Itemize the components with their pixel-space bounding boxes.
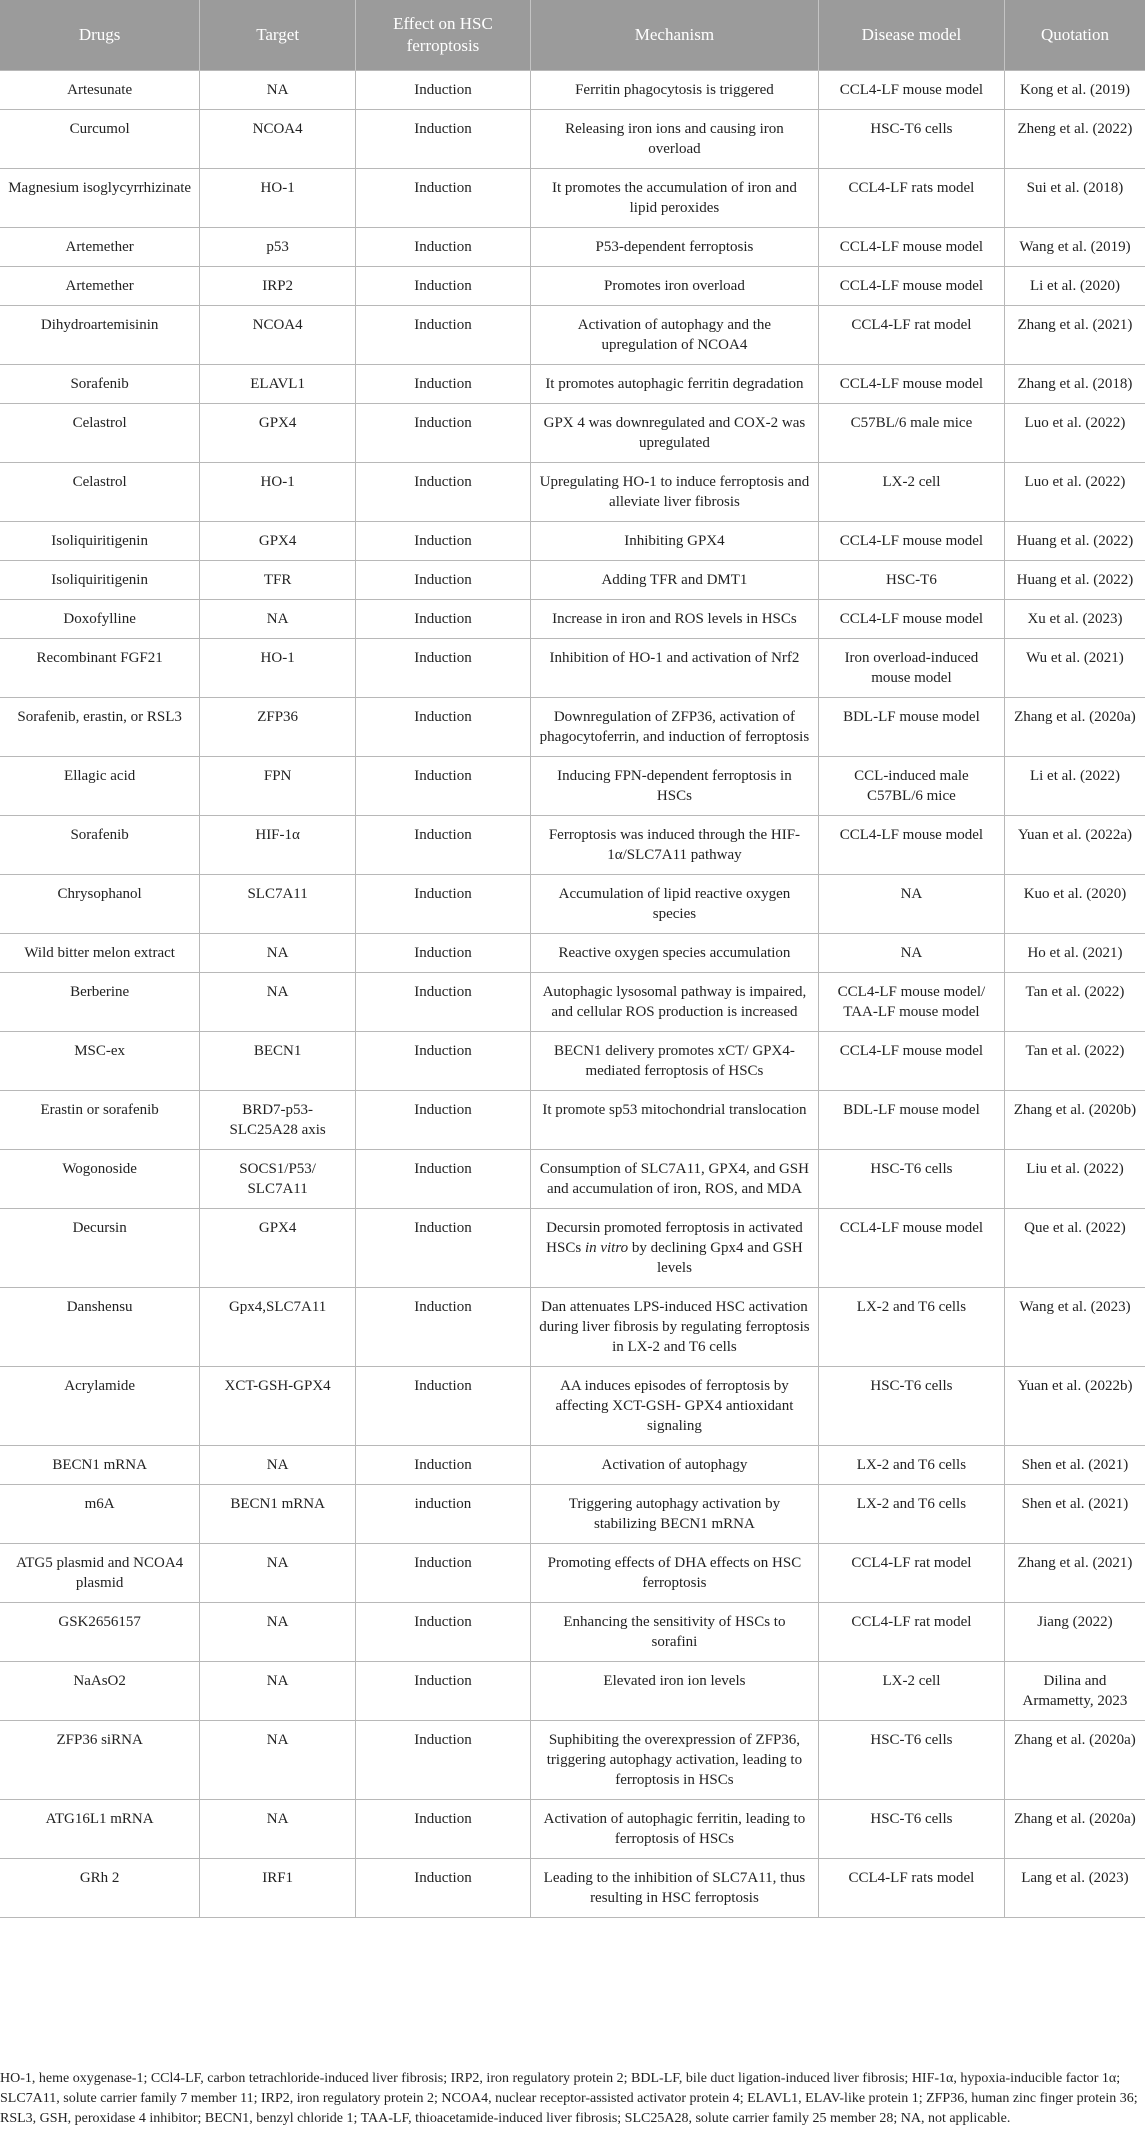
cell-quotation: Wang et al. (2019) (1004, 228, 1145, 267)
table-header (0, 0, 1145, 71)
cell-quotation: Shen et al. (2021) (1004, 1446, 1145, 1485)
cell-quotation: Tan et al. (2022) (1004, 973, 1145, 1032)
cell-disease-model: CCL4-LF rats model (818, 1859, 1004, 1918)
cell-drug: Decursin (0, 1209, 200, 1288)
cell-quotation: Huang et al. (2022) (1004, 522, 1145, 561)
cell-drug: Sorafenib, erastin, or RSL3 (0, 698, 200, 757)
cell-disease-model: CCL-induced male C57BL/6 mice (818, 757, 1004, 816)
table-row (0, 1662, 1145, 1721)
cell-quotation: Li et al. (2022) (1004, 757, 1145, 816)
table-row (0, 1032, 1145, 1091)
cell-mechanism: Reactive oxygen species accumulation (530, 934, 818, 973)
cell-disease-model: LX-2 and T6 cells (818, 1288, 1004, 1367)
table-row (0, 169, 1145, 228)
cell-mechanism: Promotes iron overload (530, 267, 818, 306)
cell-effect: Induction (355, 639, 530, 698)
cell-mechanism: Leading to the inhibition of SLC7A11, thus resulting in HSC ferroptosis (530, 1859, 818, 1918)
cell-mechanism: AA induces episodes of ferroptosis by affecting XCT-GSH- GPX4 antioxidant signaling (530, 1367, 818, 1446)
cell-mechanism: Dan attenuates LPS-induced HSC activation during liver fibrosis by regulating ferroptosis in LX-2 and T6 cells (530, 1288, 818, 1367)
cell-disease-model: HSC-T6 cells (818, 1150, 1004, 1209)
cell-mechanism: Activation of autophagy (530, 1446, 818, 1485)
cell-mechanism: Ferroptosis was induced through the HIF-1α/SLC7A11 pathway (530, 816, 818, 875)
cell-target: ELAVL1 (200, 365, 356, 404)
table-row (0, 365, 1145, 404)
cell-target: HO-1 (200, 463, 356, 522)
cell-quotation: Kuo et al. (2020) (1004, 875, 1145, 934)
cell-drug: Artesunate (0, 71, 200, 110)
cell-drug: Wogonoside (0, 1150, 200, 1209)
cell-drug: ZFP36 siRNA (0, 1721, 200, 1800)
cell-disease-model: CCL4-LF mouse model (818, 71, 1004, 110)
cell-target: GPX4 (200, 404, 356, 463)
cell-drug: GSK2656157 (0, 1603, 200, 1662)
cell-quotation: Luo et al. (2022) (1004, 404, 1145, 463)
cell-effect: Induction (355, 71, 530, 110)
cell-disease-model: HSC-T6 cells (818, 1800, 1004, 1859)
cell-quotation: Lang et al. (2023) (1004, 1859, 1145, 1918)
cell-disease-model: BDL-LF mouse model (818, 698, 1004, 757)
table-row (0, 1800, 1145, 1859)
cell-target: NA (200, 71, 356, 110)
cell-effect: Induction (355, 404, 530, 463)
cell-mechanism: Inhibiting GPX4 (530, 522, 818, 561)
cell-effect: Induction (355, 1209, 530, 1288)
cell-drug: Sorafenib (0, 816, 200, 875)
cell-target: BRD7-p53-SLC25A28 axis (200, 1091, 356, 1150)
table-row (0, 757, 1145, 816)
cell-disease-model: CCL4-LF mouse model (818, 1209, 1004, 1288)
cell-disease-model: LX-2 cell (818, 463, 1004, 522)
cell-quotation: Zhang et al. (2018) (1004, 365, 1145, 404)
cell-target: NA (200, 1800, 356, 1859)
cell-quotation: Wang et al. (2023) (1004, 1288, 1145, 1367)
table-row (0, 463, 1145, 522)
cell-target: NA (200, 1446, 356, 1485)
cell-drug: m6A (0, 1485, 200, 1544)
table-row (0, 934, 1145, 973)
cell-quotation: Li et al. (2020) (1004, 267, 1145, 306)
cell-quotation: Zhang et al. (2021) (1004, 1544, 1145, 1603)
cell-mechanism: Activation of autophagy and the upregulation of NCOA4 (530, 306, 818, 365)
cell-drug: Isoliquiritigenin (0, 522, 200, 561)
table-footnote: HO-1, heme oxygenase-1; CCl4-LF, carbon tetrachloride-induced liver fibrosis; IRP2, iron regulatory protein 2; BDL-LF, bile duct ligation-induced liver fibrosis; HIF-1α, hypoxia-inducible factor 1α; SLC7A11, solute carrier family 7 member 11; IRP2, iron regulatory protein 2; NCOA4, nuclear receptor-assisted activator protein 4; ELAVL1, ELAV-like protein 1; ZFP36, human zinc finger protein 36; RSL3, GSH, peroxidase 4 inhibitor; BECN1, benzyl chloride 1; TAA-LF, thioacetamide-induced liver fibrosis; SLC25A28, solute carrier family 25 member 28; NA, not applicable. (0, 2071, 1138, 2126)
table-row (0, 1485, 1145, 1544)
cell-effect: Induction (355, 1367, 530, 1446)
cell-mechanism: BECN1 delivery promotes xCT/ GPX4-mediated ferroptosis of HSCs (530, 1032, 818, 1091)
table-row (0, 561, 1145, 600)
cell-quotation: Zheng et al. (2022) (1004, 110, 1145, 169)
table-row (0, 1091, 1145, 1150)
table-row (0, 1367, 1145, 1446)
cell-mechanism (530, 1209, 818, 1288)
cell-drug: Doxofylline (0, 600, 200, 639)
cell-disease-model: C57BL/6 male mice (818, 404, 1004, 463)
table-body (0, 71, 1145, 1918)
col-header-effect: Effect on HSC ferroptosis (355, 0, 530, 71)
table-row (0, 816, 1145, 875)
cell-target: IRF1 (200, 1859, 356, 1918)
table-row (0, 600, 1145, 639)
cell-mechanism: It promote sp53 mitochondrial translocation (530, 1091, 818, 1150)
cell-effect: Induction (355, 267, 530, 306)
cell-quotation: Zhang et al. (2020a) (1004, 1800, 1145, 1859)
col-header-mechanism: Mechanism (530, 0, 818, 71)
cell-drug: BECN1 mRNA (0, 1446, 200, 1485)
cell-quotation: Zhang et al. (2020a) (1004, 698, 1145, 757)
cell-effect: Induction (355, 1446, 530, 1485)
cell-effect: Induction (355, 110, 530, 169)
cell-disease-model: HSC-T6 cells (818, 110, 1004, 169)
cell-effect: Induction (355, 816, 530, 875)
col-header-drugs: Drugs (0, 0, 200, 71)
cell-quotation: Wu et al. (2021) (1004, 639, 1145, 698)
cell-effect: Induction (355, 1721, 530, 1800)
cell-quotation: Shen et al. (2021) (1004, 1485, 1145, 1544)
table-row (0, 110, 1145, 169)
cell-disease-model: CCL4-LF mouse model (818, 816, 1004, 875)
cell-quotation: Que et al. (2022) (1004, 1209, 1145, 1288)
cell-target: IRP2 (200, 267, 356, 306)
cell-effect: Induction (355, 365, 530, 404)
cell-quotation: Jiang (2022) (1004, 1603, 1145, 1662)
cell-quotation: Dilina and Armametty, 2023 (1004, 1662, 1145, 1721)
cell-drug: ATG16L1 mRNA (0, 1800, 200, 1859)
cell-disease-model: CCL4-LF mouse model/ TAA-LF mouse model (818, 973, 1004, 1032)
cell-effect: Induction (355, 1859, 530, 1918)
cell-effect: Induction (355, 1288, 530, 1367)
cell-effect: Induction (355, 306, 530, 365)
cell-target: FPN (200, 757, 356, 816)
cell-effect: Induction (355, 600, 530, 639)
cell-mechanism: Inducing FPN-dependent ferroptosis in HSCs (530, 757, 818, 816)
cell-drug: Celastrol (0, 463, 200, 522)
cell-quotation: Ho et al. (2021) (1004, 934, 1145, 973)
cell-effect: Induction (355, 1032, 530, 1091)
cell-effect: Induction (355, 1800, 530, 1859)
cell-target: ZFP36 (200, 698, 356, 757)
cell-disease-model: HSC-T6 cells (818, 1367, 1004, 1446)
table-row (0, 306, 1145, 365)
cell-drug: ATG5 plasmid and NCOA4 plasmid (0, 1544, 200, 1603)
cell-disease-model: CCL4-LF mouse model (818, 1032, 1004, 1091)
cell-drug: Dihydroartemisinin (0, 306, 200, 365)
cell-effect: Induction (355, 228, 530, 267)
cell-disease-model: CCL4-LF mouse model (818, 522, 1004, 561)
cell-mechanism: Activation of autophagic ferritin, leading to ferroptosis of HSCs (530, 1800, 818, 1859)
cell-target: p53 (200, 228, 356, 267)
cell-target: NCOA4 (200, 110, 356, 169)
cell-mechanism: Accumulation of lipid reactive oxygen species (530, 875, 818, 934)
cell-drug: NaAsO2 (0, 1662, 200, 1721)
table-row (0, 71, 1145, 110)
cell-target: NA (200, 1662, 356, 1721)
cell-mechanism: Autophagic lysosomal pathway is impaired, and cellular ROS production is increased (530, 973, 818, 1032)
cell-target: BECN1 (200, 1032, 356, 1091)
cell-drug: Celastrol (0, 404, 200, 463)
cell-effect: Induction (355, 1544, 530, 1603)
cell-quotation: Tan et al. (2022) (1004, 1032, 1145, 1091)
cell-mechanism: GPX 4 was downregulated and COX-2 was upregulated (530, 404, 818, 463)
cell-mechanism: Upregulating HO-1 to induce ferroptosis and alleviate liver fibrosis (530, 463, 818, 522)
cell-drug: Recombinant FGF21 (0, 639, 200, 698)
cell-effect: Induction (355, 522, 530, 561)
cell-quotation: Kong et al. (2019) (1004, 71, 1145, 110)
cell-target: HO-1 (200, 639, 356, 698)
cell-disease-model: CCL4-LF rat model (818, 1544, 1004, 1603)
cell-disease-model: HSC-T6 cells (818, 1721, 1004, 1800)
table-row (0, 1721, 1145, 1800)
cell-quotation: Zhang et al. (2020a) (1004, 1721, 1145, 1800)
cell-disease-model: BDL-LF mouse model (818, 1091, 1004, 1150)
table-row (0, 1446, 1145, 1485)
table-row (0, 1859, 1145, 1918)
cell-mechanism: Inhibition of HO-1 and activation of Nrf2 (530, 639, 818, 698)
cell-mechanism: Elevated iron ion levels (530, 1662, 818, 1721)
cell-disease-model: CCL4-LF mouse model (818, 228, 1004, 267)
cell-drug: Danshensu (0, 1288, 200, 1367)
cell-disease-model: CCL4-LF rat model (818, 1603, 1004, 1662)
cell-drug: Wild bitter melon extract (0, 934, 200, 973)
cell-drug: Chrysophanol (0, 875, 200, 934)
cell-effect: Induction (355, 875, 530, 934)
cell-effect: Induction (355, 1091, 530, 1150)
cell-disease-model: LX-2 cell (818, 1662, 1004, 1721)
cell-quotation: Liu et al. (2022) (1004, 1150, 1145, 1209)
cell-mechanism: Promoting effects of DHA effects on HSC ferroptosis (530, 1544, 818, 1603)
cell-target: GPX4 (200, 522, 356, 561)
mechanism-italic-text: in vitro (584, 1240, 629, 1256)
cell-disease-model: CCL4-LF mouse model (818, 600, 1004, 639)
cell-target: TFR (200, 561, 356, 600)
table-row (0, 1544, 1145, 1603)
cell-target: XCT-GSH-GPX4 (200, 1367, 356, 1446)
cell-quotation: Zhang et al. (2021) (1004, 306, 1145, 365)
table-row (0, 267, 1145, 306)
cell-effect: Induction (355, 1603, 530, 1662)
cell-target: NA (200, 1544, 356, 1603)
cell-effect: Induction (355, 757, 530, 816)
cell-mechanism: Consumption of SLC7A11, GPX4, and GSH and accumulation of iron, ROS, and MDA (530, 1150, 818, 1209)
cell-effect: Induction (355, 934, 530, 973)
cell-drug: Curcumol (0, 110, 200, 169)
cell-mechanism: Enhancing the sensitivity of HSCs to sorafini (530, 1603, 818, 1662)
cell-target: BECN1 mRNA (200, 1485, 356, 1544)
cell-quotation: Yuan et al. (2022b) (1004, 1367, 1145, 1446)
cell-disease-model: LX-2 and T6 cells (818, 1446, 1004, 1485)
cell-effect: induction (355, 1485, 530, 1544)
cell-effect: Induction (355, 973, 530, 1032)
cell-quotation: Zhang et al. (2020b) (1004, 1091, 1145, 1150)
cell-target: NA (200, 600, 356, 639)
cell-effect: Induction (355, 1150, 530, 1209)
cell-target: NA (200, 973, 356, 1032)
cell-mechanism: Triggering autophagy activation by stabilizing BECN1 mRNA (530, 1485, 818, 1544)
table-row (0, 639, 1145, 698)
cell-target: GPX4 (200, 1209, 356, 1288)
cell-disease-model: CCL4-LF rat model (818, 306, 1004, 365)
table-row (0, 1603, 1145, 1662)
cell-disease-model: CCL4-LF mouse model (818, 267, 1004, 306)
table-row (0, 973, 1145, 1032)
cell-effect: Induction (355, 1662, 530, 1721)
cell-drug: Erastin or sorafenib (0, 1091, 200, 1150)
cell-quotation: Luo et al. (2022) (1004, 463, 1145, 522)
cell-mechanism: It promotes the accumulation of iron and lipid peroxides (530, 169, 818, 228)
cell-mechanism: P53-dependent ferroptosis (530, 228, 818, 267)
cell-target: HIF-1α (200, 816, 356, 875)
cell-disease-model: Iron overload-induced mouse model (818, 639, 1004, 698)
cell-disease-model: NA (818, 875, 1004, 934)
cell-disease-model: CCL4-LF mouse model (818, 365, 1004, 404)
cell-target: HO-1 (200, 169, 356, 228)
col-header-target: Target (200, 0, 356, 71)
table-row (0, 1150, 1145, 1209)
cell-target: NA (200, 1721, 356, 1800)
table-row (0, 404, 1145, 463)
cell-effect: Induction (355, 463, 530, 522)
cell-drug: Berberine (0, 973, 200, 1032)
cell-mechanism: It promotes autophagic ferritin degradation (530, 365, 818, 404)
cell-drug: Sorafenib (0, 365, 200, 404)
cell-disease-model: CCL4-LF rats model (818, 169, 1004, 228)
cell-target: NA (200, 1603, 356, 1662)
col-header-disease-model: Disease model (818, 0, 1004, 71)
header-row (0, 0, 1145, 71)
cell-mechanism: Downregulation of ZFP36, activation of phagocytoferrin, and induction of ferroptosis (530, 698, 818, 757)
table-row (0, 1288, 1145, 1367)
table-row (0, 228, 1145, 267)
cell-mechanism: Releasing iron ions and causing iron overload (530, 110, 818, 169)
mechanism-text: by declining Gpx4 and GSH levels (628, 1240, 803, 1276)
cell-target: NA (200, 934, 356, 973)
cell-quotation: Huang et al. (2022) (1004, 561, 1145, 600)
cell-drug: Artemether (0, 228, 200, 267)
mechanism-text: Decursin promoted ferroptosis in activated HSCs (546, 1220, 803, 1256)
cell-drug: Magnesium isoglycyrrhizinate (0, 169, 200, 228)
cell-target: SLC7A11 (200, 875, 356, 934)
table-row (0, 1209, 1145, 1288)
cell-effect: Induction (355, 698, 530, 757)
cell-disease-model: NA (818, 934, 1004, 973)
col-header-quotation: Quotation (1004, 0, 1145, 71)
cell-drug: GRh 2 (0, 1859, 200, 1918)
cell-effect: Induction (355, 561, 530, 600)
cell-effect: Induction (355, 169, 530, 228)
cell-mechanism: Ferritin phagocytosis is triggered (530, 71, 818, 110)
cell-quotation: Xu et al. (2023) (1004, 600, 1145, 639)
table-row (0, 875, 1145, 934)
cell-drug: MSC-ex (0, 1032, 200, 1091)
cell-target: SOCS1/P53/ SLC7A11 (200, 1150, 356, 1209)
cell-mechanism: Increase in iron and ROS levels in HSCs (530, 600, 818, 639)
cell-quotation: Yuan et al. (2022a) (1004, 816, 1145, 875)
cell-drug: Artemether (0, 267, 200, 306)
cell-drug: Ellagic acid (0, 757, 200, 816)
table-row (0, 522, 1145, 561)
cell-drug: Isoliquiritigenin (0, 561, 200, 600)
cell-mechanism: Suphibiting the overexpression of ZFP36, triggering autophagy activation, leading to ferroptosis in HSCs (530, 1721, 818, 1800)
cell-disease-model: LX-2 and T6 cells (818, 1485, 1004, 1544)
cell-drug: Acrylamide (0, 1367, 200, 1446)
cell-disease-model: HSC-T6 (818, 561, 1004, 600)
cell-quotation: Sui et al. (2018) (1004, 169, 1145, 228)
cell-target: Gpx4,SLC7A11 (200, 1288, 356, 1367)
table-row (0, 698, 1145, 757)
cell-target: NCOA4 (200, 306, 356, 365)
cell-mechanism: Adding TFR and DMT1 (530, 561, 818, 600)
